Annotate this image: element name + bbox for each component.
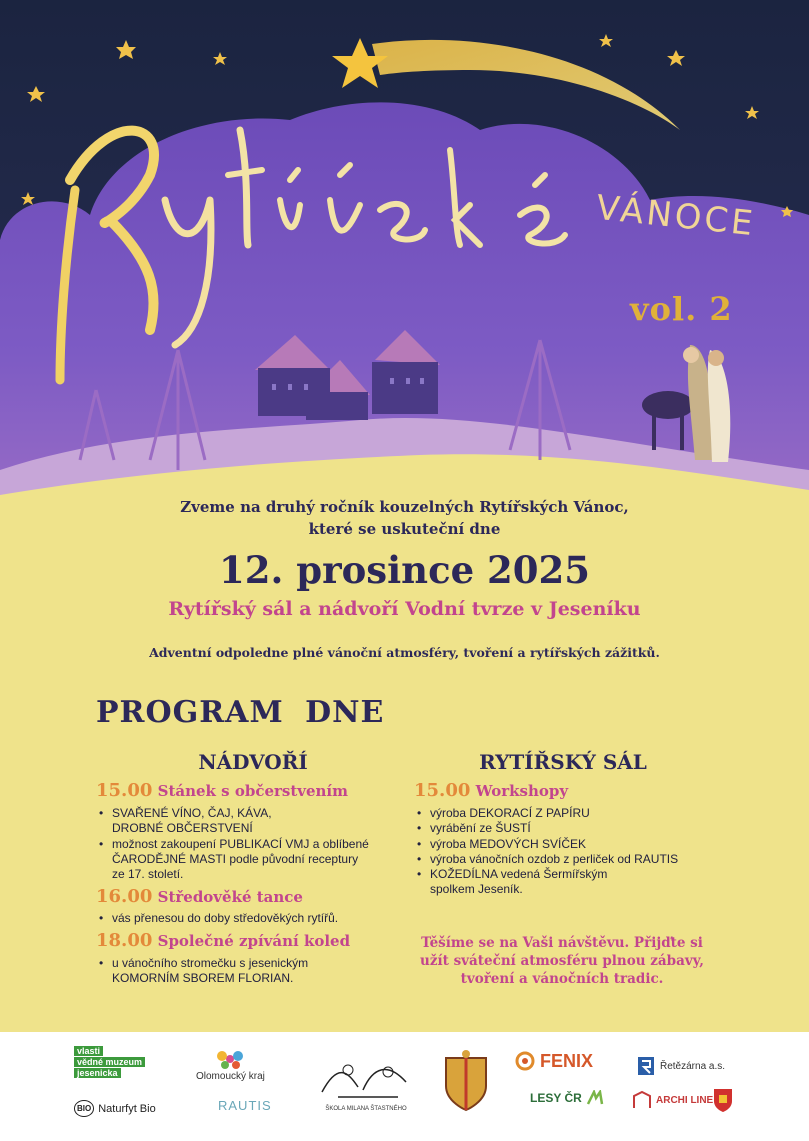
retezarna-logo [636,1055,725,1077]
logo-text: Řetězárna a.s. [660,1060,726,1072]
program-heading: PROGRAM DNE [96,695,385,730]
list-item: • SVAŘENÉ VÍNO, ČAJ, KÁVA, [96,806,369,821]
logo-text: vlasti [74,1046,103,1056]
logo-text: ARCHI LINE [656,1094,714,1106]
slot-time: 15.00 [96,780,153,801]
olomoucky-kraj-logo [196,1048,265,1082]
list-item [96,867,369,882]
closing-message [412,934,712,988]
lesy-cr-logo [530,1090,604,1106]
lesy-tree-icon [586,1090,604,1106]
list-item-text: spolkem Jeseník. [430,882,523,897]
slot-1500-left [96,780,348,801]
town-emblem-logo [712,1087,734,1113]
list-item: • výroba MEDOVÝCH SVÍČEK [414,837,678,852]
slot-time: 15.00 [414,780,471,801]
slot-items-1500-left [96,806,369,882]
coat-of-arms-icon [436,1050,496,1114]
list-item [414,882,678,897]
list-item [96,971,308,986]
slot-time: 16.00 [96,886,153,907]
logo-text: jesenicka [74,1068,121,1078]
subtitle-vanoce: VÁNOCE [594,187,758,245]
intro-line-1: Zveme na druhý ročník kouzelných Rytířských Vánoc, [180,498,629,516]
jesenik-crest-logo [436,1050,496,1114]
slot-name: Stánek s občerstvením [157,782,349,800]
list-item: • výroba vánočních ozdob z perliček od RAUTIS [414,852,678,867]
list-item: • KOŽEDÍLNA vedená Šermířským [414,867,678,882]
slot-1500-right [414,780,568,801]
slot-1600-left [96,886,303,907]
closing-line: užít sváteční atmosféru plnou zábavy, [420,953,704,969]
list-item [96,821,369,836]
list-item [96,852,369,867]
vm-jesenik-logo [74,1046,145,1079]
olomoucky-flower-icon [213,1048,247,1070]
list-item-text: ze 17. století. [112,867,184,882]
intro-line-2: které se uskuteční dne [308,520,501,538]
slot-name: Workshopy [475,782,569,800]
slot-items-1600-left [96,911,338,926]
list-item-text: DROBNÉ OBČERSTVENÍ [112,821,253,836]
logo-text: LESY ČR [530,1091,582,1105]
list-item-text: KOMORNÍM SBOREM FLORIAN. [112,971,294,986]
retezarna-chain-icon [636,1055,656,1077]
slot-name: Středověké tance [157,888,303,906]
list-item-text: ČARODĚJNÉ MASTI podle původní receptury [112,851,359,866]
event-venue: Rytířský sál a nádvoří Vodní tvrze v Jeseníku [168,598,641,620]
bio-badge: BIO [74,1100,94,1117]
archi-roof-icon [632,1090,652,1110]
logo-text: Naturfyt Bio [98,1102,156,1115]
list-item: • vás přenesou do doby středověkých rytířů. [96,911,338,926]
slot-name: Společné zpívání koled [157,932,351,950]
edition-label: vol. 2 [630,290,733,328]
fenix-sun-icon [514,1050,536,1072]
naturfyt-logo [74,1100,156,1117]
event-date: 12. prosince 2025 [218,548,590,592]
column-title-rytirsky-sal: RYTÍŘSKÝ SÁL [479,750,647,774]
town-shield-icon [712,1087,734,1113]
fenix-logo [514,1050,593,1072]
logo-text: ŠKOLA MILANA ŠTASTNÉHO [325,1106,407,1112]
logo-text: FENIX [540,1050,594,1071]
list-item: • výroba DEKORACÍ Z PAPÍRU [414,806,678,821]
closing-line: Těšíme se na Vaši návštěvu. Přijďte si [421,935,703,951]
logo-text: Olomoucký kraj [196,1071,265,1082]
slot-items-1500-right [414,806,678,898]
event-tagline: Adventní odpoledne plné vánoční atmosféry, tvoření a rytířských zážitků. [149,645,660,660]
column-title-nadvori: NÁDVOŘÍ [198,750,308,774]
slot-items-1800-left [96,956,308,987]
logo-text: RAUTIS [218,1098,272,1113]
list-item: • u vánočního stromečku s jesenickým [96,956,308,971]
tournament-drawing-icon [318,1052,414,1104]
closing-line: tvoření a vánočních tradic. [460,971,664,987]
list-item: • vyrábění ze ŠUSTÍ [414,821,678,836]
slot-time: 18.00 [96,930,153,951]
skola-logo [318,1052,414,1112]
rautis-logo [218,1098,272,1113]
slot-1800-left [96,930,350,951]
archi-line-logo [632,1090,713,1110]
list-item: • možnost zakoupení PUBLIKACÍ VMJ a oblíbené [96,837,369,852]
logo-text: vědné muzeum [74,1057,145,1067]
